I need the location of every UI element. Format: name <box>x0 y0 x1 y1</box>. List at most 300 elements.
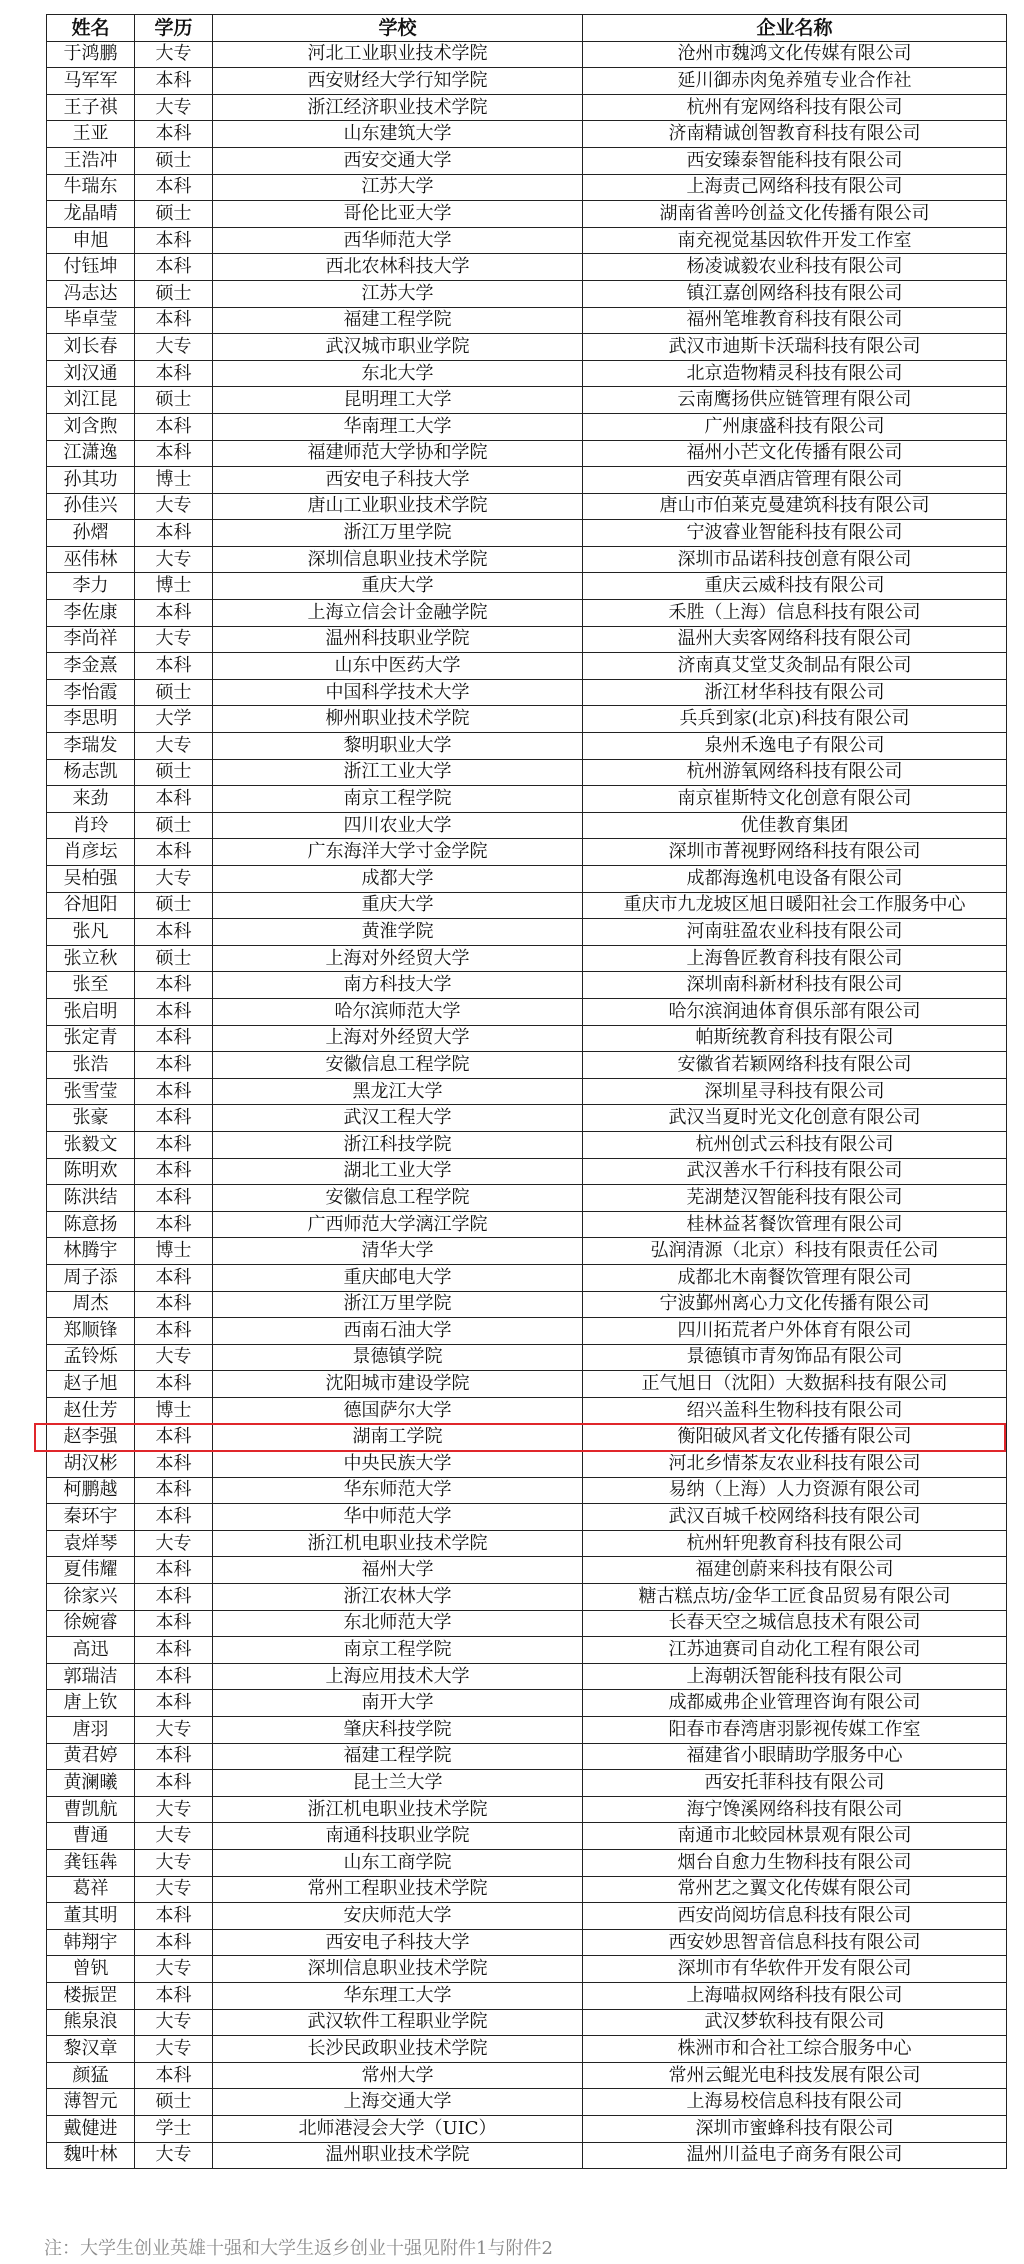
table-row <box>47 1477 1007 1504</box>
table-row <box>47 1185 1007 1212</box>
cell-education: 本科 <box>135 1052 213 1079</box>
cell-school: 重庆大学 <box>213 573 583 600</box>
cell-company: 重庆云威科技有限公司 <box>583 573 1007 600</box>
table-row <box>47 759 1007 786</box>
table-row <box>47 972 1007 999</box>
cell-school: 华南理工大学 <box>213 413 583 440</box>
table-row <box>47 174 1007 201</box>
cell-school: 深圳信息职业技术学院 <box>213 1956 583 1983</box>
table-row <box>47 839 1007 866</box>
cell-education: 大专 <box>135 1956 213 1983</box>
cell-name: 牛瑞东 <box>47 174 135 201</box>
cell-education: 大专 <box>135 546 213 573</box>
cell-company: 武汉当夏时光文化创意有限公司 <box>583 1105 1007 1132</box>
table-row <box>47 1849 1007 1876</box>
cell-school: 重庆大学 <box>213 892 583 919</box>
cell-education: 本科 <box>135 653 213 680</box>
table-row <box>47 1610 1007 1637</box>
table-row <box>47 1504 1007 1531</box>
cell-education: 本科 <box>135 121 213 148</box>
cell-education: 本科 <box>135 360 213 387</box>
cell-name: 曹凯航 <box>47 1796 135 1823</box>
cell-company: 福州笔堆教育科技有限公司 <box>583 307 1007 334</box>
table-row <box>47 1717 1007 1744</box>
cell-school: 南通科技职业学院 <box>213 1823 583 1850</box>
cell-education: 本科 <box>135 919 213 946</box>
cell-company: 西安尚阅坊信息科技有限公司 <box>583 1903 1007 1930</box>
roster-sheet <box>46 14 1006 2169</box>
cell-school: 温州职业技术学院 <box>213 2142 583 2169</box>
cell-company: 绍兴盖科生物科技有限公司 <box>583 1397 1007 1424</box>
table-row <box>47 307 1007 334</box>
cell-name: 袁烊琴 <box>47 1530 135 1557</box>
cell-name: 徐家兴 <box>47 1584 135 1611</box>
cell-name: 赵仕芳 <box>47 1397 135 1424</box>
cell-education: 大专 <box>135 493 213 520</box>
cell-education: 大专 <box>135 2036 213 2063</box>
cell-school: 哈尔滨师范大学 <box>213 998 583 1025</box>
cell-name: 申旭 <box>47 227 135 254</box>
table-row <box>47 467 1007 494</box>
cell-education: 本科 <box>135 68 213 95</box>
cell-company: 温州川益电子商务有限公司 <box>583 2142 1007 2169</box>
cell-school: 浙江科技学院 <box>213 1131 583 1158</box>
cell-name: 秦环宇 <box>47 1504 135 1531</box>
table-row <box>47 919 1007 946</box>
cell-education: 本科 <box>135 227 213 254</box>
table-row <box>47 280 1007 307</box>
cell-school: 南京工程学院 <box>213 1637 583 1664</box>
table-row <box>47 1105 1007 1132</box>
cell-school: 广东海洋大学寸金学院 <box>213 839 583 866</box>
cell-school: 温州科技职业学院 <box>213 626 583 653</box>
cell-name: 张毅文 <box>47 1131 135 1158</box>
cell-company: 福建创蔚来科技有限公司 <box>583 1557 1007 1584</box>
cell-education: 硕士 <box>135 201 213 228</box>
cell-school: 浙江万里学院 <box>213 520 583 547</box>
cell-school: 武汉软件工程职业学院 <box>213 2009 583 2036</box>
cell-education: 本科 <box>135 1158 213 1185</box>
cell-name: 张立秋 <box>47 945 135 972</box>
cell-company: 景德镇市青匆饰品有限公司 <box>583 1344 1007 1371</box>
cell-school: 华东师范大学 <box>213 1477 583 1504</box>
table-row <box>47 1371 1007 1398</box>
cell-education: 硕士 <box>135 2089 213 2116</box>
cell-education: 大专 <box>135 733 213 760</box>
cell-name: 龚钰犇 <box>47 1849 135 1876</box>
table-row <box>47 1052 1007 1079</box>
cell-education: 硕士 <box>135 147 213 174</box>
cell-name: 刘长春 <box>47 334 135 361</box>
cell-name: 李思明 <box>47 706 135 733</box>
cell-education: 硕士 <box>135 759 213 786</box>
cell-education: 本科 <box>135 1451 213 1478</box>
cell-name: 唐上钦 <box>47 1690 135 1717</box>
cell-education: 本科 <box>135 972 213 999</box>
table-row <box>47 1291 1007 1318</box>
cell-company: 福建省小眼睛助学服务中心 <box>583 1743 1007 1770</box>
cell-company: 常州艺之翼文化传媒有限公司 <box>583 1876 1007 1903</box>
cell-school: 成都大学 <box>213 866 583 893</box>
cell-company: 广州康盛科技有限公司 <box>583 413 1007 440</box>
cell-school: 浙江农林大学 <box>213 1584 583 1611</box>
header-education: 学历 <box>135 15 213 42</box>
cell-company: 易纳（上海）人力资源有限公司 <box>583 1477 1007 1504</box>
table-row <box>47 812 1007 839</box>
cell-school: 西安电子科技大学 <box>213 1929 583 1956</box>
cell-company: 深圳市菁视野网络科技有限公司 <box>583 839 1007 866</box>
cell-name: 吴柏强 <box>47 866 135 893</box>
table-row <box>47 147 1007 174</box>
cell-school: 广西师范大学漓江学院 <box>213 1211 583 1238</box>
cell-company: 深圳南科新材科技有限公司 <box>583 972 1007 999</box>
cell-name: 颜猛 <box>47 2062 135 2089</box>
cell-company: 湖南省善吟创益文化传播有限公司 <box>583 201 1007 228</box>
table-row <box>47 1823 1007 1850</box>
table-row <box>47 201 1007 228</box>
cell-name: 王子祺 <box>47 94 135 121</box>
cell-education: 本科 <box>135 1371 213 1398</box>
cell-school: 江苏大学 <box>213 174 583 201</box>
cell-name: 周子添 <box>47 1264 135 1291</box>
cell-school: 清华大学 <box>213 1238 583 1265</box>
table-row <box>47 1424 1007 1451</box>
cell-name: 周杰 <box>47 1291 135 1318</box>
cell-company: 南京崔斯特文化创意有限公司 <box>583 786 1007 813</box>
table-row <box>47 1131 1007 1158</box>
table-row <box>47 786 1007 813</box>
cell-education: 本科 <box>135 2062 213 2089</box>
table-row <box>47 41 1007 68</box>
cell-school: 西安交通大学 <box>213 147 583 174</box>
cell-name: 李怡霞 <box>47 679 135 706</box>
cell-name: 刘含煦 <box>47 413 135 440</box>
cell-school: 福州大学 <box>213 1557 583 1584</box>
cell-company: 帕斯统教育科技有限公司 <box>583 1025 1007 1052</box>
table-row <box>47 68 1007 95</box>
cell-education: 本科 <box>135 998 213 1025</box>
cell-name: 徐婉睿 <box>47 1610 135 1637</box>
cell-name: 王亚 <box>47 121 135 148</box>
cell-school: 常州工程职业技术学院 <box>213 1876 583 1903</box>
cell-name: 李佐康 <box>47 600 135 627</box>
cell-name: 付钰坤 <box>47 254 135 281</box>
cell-school: 华中师范大学 <box>213 1504 583 1531</box>
table-row <box>47 1397 1007 1424</box>
table-row <box>47 733 1007 760</box>
table-row <box>47 706 1007 733</box>
cell-company: 北京造物精灵科技有限公司 <box>583 360 1007 387</box>
cell-school: 德国萨尔大学 <box>213 1397 583 1424</box>
table-row <box>47 1344 1007 1371</box>
table-row <box>47 546 1007 573</box>
table-row <box>47 1078 1007 1105</box>
cell-school: 华东理工大学 <box>213 1982 583 2009</box>
cell-education: 本科 <box>135 1557 213 1584</box>
cell-education: 本科 <box>135 1663 213 1690</box>
table-row <box>47 1211 1007 1238</box>
cell-name: 张雪莹 <box>47 1078 135 1105</box>
cell-company: 成都北木南餐饮管理有限公司 <box>583 1264 1007 1291</box>
cell-company: 成都海逸机电设备有限公司 <box>583 866 1007 893</box>
cell-name: 董其明 <box>47 1903 135 1930</box>
cell-company: 云南鹰扬供应链管理有限公司 <box>583 387 1007 414</box>
cell-name: 柯鹏越 <box>47 1477 135 1504</box>
table-row <box>47 1318 1007 1345</box>
cell-company: 深圳星寻科技有限公司 <box>583 1078 1007 1105</box>
cell-name: 王浩冲 <box>47 147 135 174</box>
cell-name: 黄君婷 <box>47 1743 135 1770</box>
table-row <box>47 2115 1007 2142</box>
cell-school: 黑龙江大学 <box>213 1078 583 1105</box>
cell-name: 赵李强 <box>47 1424 135 1451</box>
cell-school: 安徽信息工程学院 <box>213 1052 583 1079</box>
cell-company: 河南驻盈农业科技有限公司 <box>583 919 1007 946</box>
cell-education: 本科 <box>135 1929 213 1956</box>
cell-name: 魏叶林 <box>47 2142 135 2169</box>
cell-school: 河北工业职业技术学院 <box>213 41 583 68</box>
cell-school: 中央民族大学 <box>213 1451 583 1478</box>
cell-company: 济南精诚创智教育科技有限公司 <box>583 121 1007 148</box>
table-row <box>47 1557 1007 1584</box>
cell-education: 大专 <box>135 41 213 68</box>
table-row <box>47 1929 1007 1956</box>
table-row <box>47 1025 1007 1052</box>
cell-company: 四川拓荒者户外体育有限公司 <box>583 1318 1007 1345</box>
cell-education: 大学 <box>135 706 213 733</box>
cell-education: 本科 <box>135 1318 213 1345</box>
cell-company: 常州云鲲光电科技发展有限公司 <box>583 2062 1007 2089</box>
cell-company: 安徽省若颖网络科技有限公司 <box>583 1052 1007 1079</box>
cell-education: 大专 <box>135 334 213 361</box>
founders-table <box>46 14 1007 2169</box>
cell-name: 赵子旭 <box>47 1371 135 1398</box>
cell-company: 桂林益茗餐饮管理有限公司 <box>583 1211 1007 1238</box>
cell-name: 谷旭阳 <box>47 892 135 919</box>
cell-education: 本科 <box>135 1584 213 1611</box>
cell-school: 上海对外经贸大学 <box>213 945 583 972</box>
cell-school: 西南石油大学 <box>213 1318 583 1345</box>
cell-education: 本科 <box>135 1770 213 1797</box>
table-row <box>47 493 1007 520</box>
table-row <box>47 1158 1007 1185</box>
header-name: 姓名 <box>47 15 135 42</box>
cell-company: 上海鲁匠教育科技有限公司 <box>583 945 1007 972</box>
cell-company: 延川御赤肉兔养殖专业合作社 <box>583 68 1007 95</box>
table-row <box>47 1982 1007 2009</box>
table-row <box>47 1770 1007 1797</box>
cell-education: 硕士 <box>135 679 213 706</box>
cell-school: 山东中医药大学 <box>213 653 583 680</box>
cell-education: 博士 <box>135 573 213 600</box>
table-row <box>47 413 1007 440</box>
cell-education: 本科 <box>135 1424 213 1451</box>
cell-school: 福建工程学院 <box>213 1743 583 1770</box>
cell-school: 昆明理工大学 <box>213 387 583 414</box>
cell-name: 冯志达 <box>47 280 135 307</box>
cell-company: 南充视觉基因软件开发工作室 <box>583 227 1007 254</box>
cell-name: 来劲 <box>47 786 135 813</box>
cell-education: 大专 <box>135 1796 213 1823</box>
cell-name: 林腾宇 <box>47 1238 135 1265</box>
cell-school: 浙江机电职业技术学院 <box>213 1530 583 1557</box>
cell-company: 长春天空之城信息技术有限公司 <box>583 1610 1007 1637</box>
cell-education: 大专 <box>135 2142 213 2169</box>
cell-education: 本科 <box>135 1982 213 2009</box>
table-row <box>47 2089 1007 2116</box>
cell-school: 长沙民政职业技术学院 <box>213 2036 583 2063</box>
cell-school: 湖南工学院 <box>213 1424 583 1451</box>
cell-school: 黄淮学院 <box>213 919 583 946</box>
cell-company: 宁波鄞州离心力文化传播有限公司 <box>583 1291 1007 1318</box>
cell-education: 大专 <box>135 1530 213 1557</box>
cell-name: 李金熹 <box>47 653 135 680</box>
cell-name: 马军军 <box>47 68 135 95</box>
cell-school: 哥伦比亚大学 <box>213 201 583 228</box>
cell-company: 杭州游氧网络科技有限公司 <box>583 759 1007 786</box>
cell-school: 安徽信息工程学院 <box>213 1185 583 1212</box>
cell-school: 山东建筑大学 <box>213 121 583 148</box>
cell-education: 本科 <box>135 1504 213 1531</box>
cell-school: 重庆邮电大学 <box>213 1264 583 1291</box>
cell-name: 楼振罡 <box>47 1982 135 2009</box>
cell-company: 阳春市春湾唐羽影视传媒工作室 <box>583 1717 1007 1744</box>
cell-education: 本科 <box>135 413 213 440</box>
cell-company: 武汉百城千校网络科技有限公司 <box>583 1504 1007 1531</box>
cell-education: 本科 <box>135 1211 213 1238</box>
cell-name: 张凡 <box>47 919 135 946</box>
cell-name: 毕卓莹 <box>47 307 135 334</box>
cell-education: 本科 <box>135 1637 213 1664</box>
cell-company: 杭州创式云科技有限公司 <box>583 1131 1007 1158</box>
table-row <box>47 1451 1007 1478</box>
table-row <box>47 1743 1007 1770</box>
cell-education: 大专 <box>135 1823 213 1850</box>
cell-education: 本科 <box>135 1025 213 1052</box>
cell-name: 李瑞发 <box>47 733 135 760</box>
table-row <box>47 254 1007 281</box>
table-row <box>47 945 1007 972</box>
cell-name: 高迅 <box>47 1637 135 1664</box>
cell-name: 陈意扬 <box>47 1211 135 1238</box>
cell-education: 本科 <box>135 254 213 281</box>
cell-company: 海宁馋溪网络科技有限公司 <box>583 1796 1007 1823</box>
cell-school: 西北农林科技大学 <box>213 254 583 281</box>
cell-name: 孙佳兴 <box>47 493 135 520</box>
table-row <box>47 440 1007 467</box>
cell-company: 武汉梦软科技有限公司 <box>583 2009 1007 2036</box>
cell-education: 硕士 <box>135 945 213 972</box>
cell-company: 西安英卓酒店管理有限公司 <box>583 467 1007 494</box>
cell-company: 烟台自愈力生物科技有限公司 <box>583 1849 1007 1876</box>
table-row <box>47 227 1007 254</box>
cell-name: 薄智元 <box>47 2089 135 2116</box>
table-row <box>47 1876 1007 1903</box>
cell-company: 福州小芒文化传播有限公司 <box>583 440 1007 467</box>
cell-education: 大专 <box>135 2009 213 2036</box>
cell-school: 西安电子科技大学 <box>213 467 583 494</box>
cell-name: 黄澜曦 <box>47 1770 135 1797</box>
cell-education: 硕士 <box>135 892 213 919</box>
cell-company: 南通市北蛟园林景观有限公司 <box>583 1823 1007 1850</box>
cell-name: 张豪 <box>47 1105 135 1132</box>
cell-school: 上海交通大学 <box>213 2089 583 2116</box>
cell-name: 曾钒 <box>47 1956 135 1983</box>
cell-education: 本科 <box>135 440 213 467</box>
table-row <box>47 573 1007 600</box>
cell-education: 大专 <box>135 1876 213 1903</box>
cell-name: 肖彦坛 <box>47 839 135 866</box>
cell-name: 张启明 <box>47 998 135 1025</box>
cell-school: 西安财经大学行知学院 <box>213 68 583 95</box>
cell-name: 陈洪结 <box>47 1185 135 1212</box>
cell-education: 硕士 <box>135 387 213 414</box>
cell-company: 温州大卖客网络科技有限公司 <box>583 626 1007 653</box>
cell-school: 福建师范大学协和学院 <box>213 440 583 467</box>
cell-company: 江苏迪赛司自动化工程有限公司 <box>583 1637 1007 1664</box>
table-row <box>47 2036 1007 2063</box>
cell-name: 肖玲 <box>47 812 135 839</box>
cell-company: 弘润清源（北京）科技有限责任公司 <box>583 1238 1007 1265</box>
cell-school: 武汉城市职业学院 <box>213 334 583 361</box>
table-row <box>47 1238 1007 1265</box>
header-school: 学校 <box>213 15 583 42</box>
cell-company: 哈尔滨润迪体育俱乐部有限公司 <box>583 998 1007 1025</box>
cell-school: 深圳信息职业技术学院 <box>213 546 583 573</box>
table-row <box>47 998 1007 1025</box>
table-row <box>47 334 1007 361</box>
cell-company: 杭州轩兜教育科技有限公司 <box>583 1530 1007 1557</box>
cell-education: 本科 <box>135 1903 213 1930</box>
cell-school: 湖北工业大学 <box>213 1158 583 1185</box>
cell-education: 本科 <box>135 174 213 201</box>
footnote: 注：大学生创业英雄十强和大学生返乡创业十强见附件1与附件2 <box>44 2238 553 2259</box>
cell-school: 肇庆科技学院 <box>213 1717 583 1744</box>
cell-education: 本科 <box>135 520 213 547</box>
cell-company: 深圳市品诺科技创意有限公司 <box>583 546 1007 573</box>
cell-company: 优佳教育集团 <box>583 812 1007 839</box>
cell-education: 硕士 <box>135 280 213 307</box>
table-row <box>47 94 1007 121</box>
cell-education: 本科 <box>135 1477 213 1504</box>
cell-name: 曹通 <box>47 1823 135 1850</box>
cell-school: 东北师范大学 <box>213 1610 583 1637</box>
cell-school: 景德镇学院 <box>213 1344 583 1371</box>
table-row <box>47 2062 1007 2089</box>
cell-name: 唐羽 <box>47 1717 135 1744</box>
cell-company: 河北乡情茶友农业科技有限公司 <box>583 1451 1007 1478</box>
cell-name: 刘江昆 <box>47 387 135 414</box>
cell-school: 沈阳城市建设学院 <box>213 1371 583 1398</box>
header-company: 企业名称 <box>583 15 1007 42</box>
cell-school: 安庆师范大学 <box>213 1903 583 1930</box>
cell-name: 孟铃烁 <box>47 1344 135 1371</box>
table-row <box>47 121 1007 148</box>
cell-name: 孙其功 <box>47 467 135 494</box>
cell-name: 张浩 <box>47 1052 135 1079</box>
cell-company: 杨凌诚毅农业科技有限公司 <box>583 254 1007 281</box>
cell-school: 武汉工程大学 <box>213 1105 583 1132</box>
cell-company: 唐山市伯莱克曼建筑科技有限公司 <box>583 493 1007 520</box>
cell-education: 本科 <box>135 1690 213 1717</box>
cell-education: 本科 <box>135 839 213 866</box>
table-row <box>47 1663 1007 1690</box>
table-row <box>47 600 1007 627</box>
cell-name: 于鸿鹏 <box>47 41 135 68</box>
cell-school: 南京工程学院 <box>213 786 583 813</box>
table-row <box>47 360 1007 387</box>
cell-education: 大专 <box>135 866 213 893</box>
